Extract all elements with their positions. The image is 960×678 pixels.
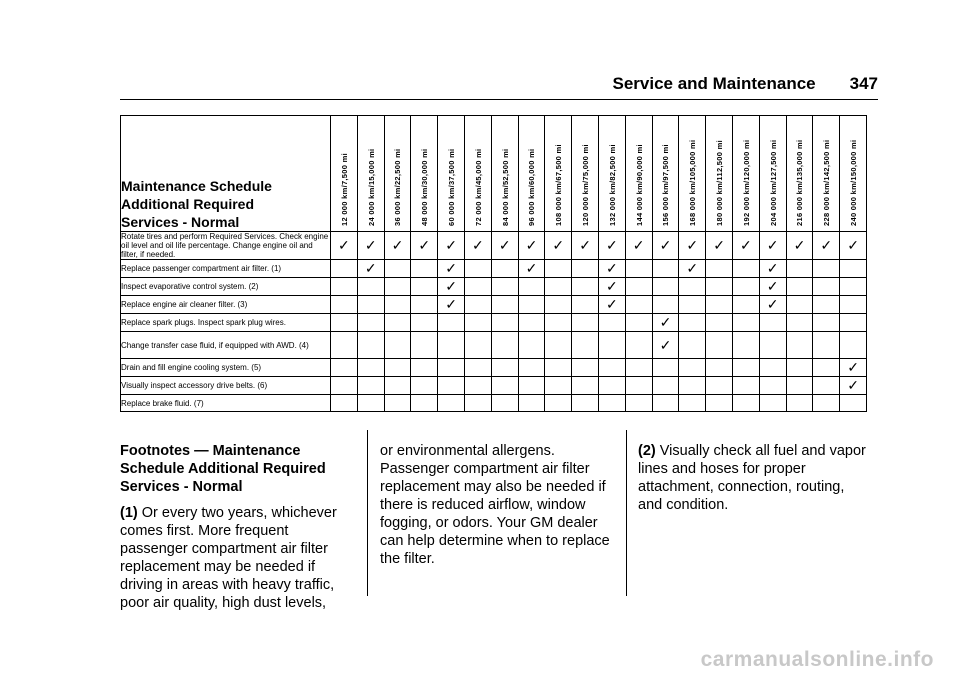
schedule-cell bbox=[384, 377, 411, 395]
check-icon: ✓ bbox=[391, 237, 404, 253]
schedule-cell bbox=[464, 296, 491, 314]
footnote-2 bbox=[638, 442, 868, 514]
table-row bbox=[121, 260, 867, 278]
schedule-cell bbox=[357, 296, 384, 314]
interval-label: 36 000 km/22,500 mi bbox=[393, 148, 403, 226]
schedule-cell bbox=[464, 395, 491, 412]
schedule-cell bbox=[572, 359, 599, 377]
schedule-cell bbox=[652, 395, 679, 412]
schedule-cell bbox=[813, 296, 840, 314]
interval-label: 204 000 km/127,500 mi bbox=[768, 139, 778, 226]
schedule-cell bbox=[652, 359, 679, 377]
interval-label: 60 000 km/37,500 mi bbox=[447, 148, 457, 226]
interval-label: 84 000 km/52,500 mi bbox=[500, 148, 510, 226]
schedule-cell bbox=[732, 260, 759, 278]
interval-header bbox=[518, 116, 545, 232]
service-task: Visually inspect accessory drive belts. (6) bbox=[121, 377, 331, 395]
schedule-cell bbox=[464, 314, 491, 332]
schedule-cell bbox=[706, 377, 733, 395]
table-title-line: Additional Required bbox=[121, 196, 254, 212]
check-icon: ✓ bbox=[445, 278, 457, 294]
schedule-cell bbox=[464, 377, 491, 395]
table-title-line: Services - Normal bbox=[121, 214, 240, 230]
schedule-cell bbox=[411, 377, 438, 395]
schedule-cell bbox=[491, 332, 518, 359]
table-row bbox=[121, 359, 867, 377]
interval-header bbox=[732, 116, 759, 232]
schedule-cell bbox=[679, 260, 706, 278]
schedule-cell bbox=[357, 314, 384, 332]
schedule-cell bbox=[572, 296, 599, 314]
schedule-cell bbox=[706, 260, 733, 278]
schedule-cell bbox=[840, 314, 867, 332]
check-icon: ✓ bbox=[847, 237, 859, 253]
schedule-cell bbox=[491, 296, 518, 314]
schedule-cell bbox=[813, 332, 840, 359]
footnotes-heading: Footnotes — Maintenance Schedule Additional Required Services - Normal bbox=[120, 443, 326, 495]
footnote-1 bbox=[120, 504, 350, 612]
column-divider bbox=[367, 430, 368, 596]
check-icon: ✓ bbox=[418, 237, 431, 253]
interval-label: 132 000 km/82,500 mi bbox=[607, 144, 617, 226]
interval-header bbox=[438, 116, 465, 232]
table-title bbox=[121, 116, 331, 232]
schedule-cell bbox=[331, 395, 358, 412]
schedule-cell bbox=[625, 359, 652, 377]
schedule-cell bbox=[813, 278, 840, 296]
check-icon: ✓ bbox=[364, 237, 377, 253]
schedule-cell bbox=[331, 278, 358, 296]
schedule-cell bbox=[813, 377, 840, 395]
schedule-cell bbox=[357, 260, 384, 278]
schedule-cell bbox=[706, 314, 733, 332]
schedule-cell bbox=[652, 232, 679, 260]
schedule-cell bbox=[786, 260, 813, 278]
schedule-cell bbox=[438, 314, 465, 332]
schedule-cell bbox=[732, 332, 759, 359]
interval-label: 228 000 km/142,500 mi bbox=[822, 139, 832, 226]
schedule-cell bbox=[732, 395, 759, 412]
table-row bbox=[121, 232, 867, 260]
schedule-cell bbox=[759, 332, 786, 359]
schedule-cell bbox=[572, 232, 599, 260]
schedule-cell bbox=[491, 260, 518, 278]
schedule-cell bbox=[411, 332, 438, 359]
schedule-cell bbox=[652, 296, 679, 314]
schedule-cell bbox=[384, 332, 411, 359]
schedule-cell bbox=[840, 359, 867, 377]
schedule-cell bbox=[491, 314, 518, 332]
schedule-cell bbox=[518, 332, 545, 359]
interval-label: 72 000 km/45,000 mi bbox=[473, 148, 483, 226]
schedule-cell bbox=[840, 296, 867, 314]
check-icon: ✓ bbox=[766, 278, 779, 294]
interval-header bbox=[706, 116, 733, 232]
table-row bbox=[121, 278, 867, 296]
table-row bbox=[121, 377, 867, 395]
schedule-cell bbox=[545, 260, 572, 278]
section-title: Service and Maintenance bbox=[612, 74, 816, 93]
schedule-cell bbox=[572, 260, 599, 278]
schedule-cell bbox=[625, 395, 652, 412]
interval-header bbox=[491, 116, 518, 232]
interval-header bbox=[598, 116, 625, 232]
schedule-cell bbox=[598, 260, 625, 278]
column-divider bbox=[626, 430, 627, 596]
schedule-cell bbox=[464, 332, 491, 359]
footnote-text: Visually check all fuel and vapor lines and hoses for proper attachment, connection, routing, and condition. bbox=[638, 443, 866, 513]
service-task: Replace engine air cleaner filter. (3) bbox=[121, 296, 331, 314]
interval-label: 216 000 km/135,000 mi bbox=[795, 139, 805, 226]
interval-header bbox=[840, 116, 867, 232]
interval-header bbox=[652, 116, 679, 232]
schedule-cell bbox=[572, 395, 599, 412]
service-task: Inspect evaporative control system. (2) bbox=[121, 278, 331, 296]
schedule-cell bbox=[652, 314, 679, 332]
schedule-cell bbox=[786, 377, 813, 395]
schedule-cell bbox=[732, 314, 759, 332]
schedule-cell bbox=[411, 395, 438, 412]
check-icon: ✓ bbox=[472, 237, 484, 253]
check-icon: ✓ bbox=[525, 237, 538, 253]
schedule-cell bbox=[840, 278, 867, 296]
schedule-cell bbox=[598, 332, 625, 359]
schedule-cell bbox=[438, 332, 465, 359]
schedule-cell bbox=[357, 359, 384, 377]
schedule-cell bbox=[464, 232, 491, 260]
schedule-cell bbox=[491, 232, 518, 260]
footnotes-column-2 bbox=[380, 442, 610, 568]
schedule-cell bbox=[545, 278, 572, 296]
schedule-cell bbox=[679, 278, 706, 296]
schedule-cell bbox=[545, 296, 572, 314]
schedule-cell bbox=[518, 296, 545, 314]
schedule-cell bbox=[813, 260, 840, 278]
schedule-cell bbox=[518, 377, 545, 395]
check-icon: ✓ bbox=[445, 237, 457, 253]
check-icon: ✓ bbox=[632, 237, 645, 253]
interval-header bbox=[545, 116, 572, 232]
schedule-cell bbox=[759, 314, 786, 332]
schedule-cell bbox=[706, 359, 733, 377]
schedule-cell bbox=[625, 232, 652, 260]
check-icon: ✓ bbox=[686, 237, 699, 253]
schedule-cell bbox=[572, 332, 599, 359]
footnote-text: Or every two years, whichever comes first. More frequent passenger compartment air filter replacement may be needed if driving in areas with heavy traffic, poor air quality, high dust levels, bbox=[120, 505, 337, 611]
schedule-cell bbox=[384, 278, 411, 296]
interval-label: 48 000 km/30,000 mi bbox=[420, 148, 430, 226]
check-icon: ✓ bbox=[659, 237, 672, 253]
check-icon: ✓ bbox=[659, 314, 672, 330]
schedule-cell bbox=[840, 395, 867, 412]
interval-label: 240 000 km/150,000 mi bbox=[849, 139, 859, 226]
schedule-cell bbox=[384, 359, 411, 377]
schedule-cell bbox=[411, 260, 438, 278]
schedule-cell bbox=[679, 377, 706, 395]
interval-header bbox=[759, 116, 786, 232]
schedule-cell bbox=[625, 314, 652, 332]
schedule-cell bbox=[464, 260, 491, 278]
schedule-cell bbox=[732, 359, 759, 377]
schedule-cell bbox=[759, 260, 786, 278]
schedule-cell bbox=[679, 314, 706, 332]
schedule-cell bbox=[759, 377, 786, 395]
schedule-cell bbox=[572, 314, 599, 332]
schedule-cell bbox=[625, 377, 652, 395]
footnote-marker: (2) bbox=[638, 443, 656, 459]
schedule-cell bbox=[598, 377, 625, 395]
check-icon: ✓ bbox=[606, 237, 618, 253]
interval-label: 180 000 km/112,500 mi bbox=[715, 140, 725, 226]
schedule-cell bbox=[357, 395, 384, 412]
schedule-cell bbox=[438, 377, 465, 395]
interval-header bbox=[572, 116, 599, 232]
schedule-cell bbox=[438, 232, 465, 260]
interval-label: 120 000 km/75,000 mi bbox=[581, 144, 591, 226]
schedule-cell bbox=[438, 260, 465, 278]
schedule-cell bbox=[491, 377, 518, 395]
interval-header bbox=[679, 116, 706, 232]
check-icon: ✓ bbox=[686, 260, 699, 276]
schedule-cell bbox=[813, 232, 840, 260]
interval-label: 192 000 km/120,000 mi bbox=[741, 139, 751, 226]
schedule-cell bbox=[786, 359, 813, 377]
interval-label: 96 000 km/60,000 mi bbox=[527, 148, 537, 226]
schedule-cell bbox=[518, 260, 545, 278]
schedule-cell bbox=[598, 395, 625, 412]
check-icon: ✓ bbox=[847, 377, 859, 393]
schedule-cell bbox=[598, 232, 625, 260]
schedule-cell bbox=[679, 332, 706, 359]
schedule-cell bbox=[518, 359, 545, 377]
schedule-cell bbox=[732, 377, 759, 395]
check-icon: ✓ bbox=[525, 260, 538, 276]
schedule-cell bbox=[786, 296, 813, 314]
schedule-cell bbox=[840, 232, 867, 260]
schedule-cell bbox=[759, 278, 786, 296]
check-icon: ✓ bbox=[552, 237, 565, 253]
schedule-cell bbox=[706, 278, 733, 296]
check-icon: ✓ bbox=[766, 296, 779, 312]
schedule-cell bbox=[331, 332, 358, 359]
schedule-cell bbox=[652, 278, 679, 296]
schedule-cell bbox=[625, 278, 652, 296]
schedule-cell bbox=[625, 260, 652, 278]
schedule-cell bbox=[598, 314, 625, 332]
page-number: 347 bbox=[849, 74, 878, 93]
schedule-cell bbox=[464, 278, 491, 296]
schedule-cell bbox=[438, 278, 465, 296]
schedule-cell bbox=[357, 377, 384, 395]
service-task: Drain and fill engine cooling system. (5) bbox=[121, 359, 331, 377]
schedule-cell bbox=[331, 377, 358, 395]
schedule-cell bbox=[572, 278, 599, 296]
interval-label: 24 000 km/15,000 mi bbox=[366, 148, 376, 226]
schedule-cell bbox=[652, 260, 679, 278]
schedule-cell bbox=[491, 278, 518, 296]
schedule-cell bbox=[706, 232, 733, 260]
schedule-cell bbox=[518, 278, 545, 296]
table-row bbox=[121, 296, 867, 314]
interval-header bbox=[786, 116, 813, 232]
schedule-cell bbox=[706, 296, 733, 314]
schedule-cell bbox=[384, 260, 411, 278]
schedule-cell bbox=[572, 377, 599, 395]
check-icon: ✓ bbox=[606, 260, 618, 276]
check-icon: ✓ bbox=[445, 260, 457, 276]
schedule-cell bbox=[706, 395, 733, 412]
schedule-cell bbox=[357, 278, 384, 296]
table-row bbox=[121, 395, 867, 412]
footnotes-column-3 bbox=[638, 442, 868, 514]
interval-header bbox=[411, 116, 438, 232]
service-task: Replace brake fluid. (7) bbox=[121, 395, 331, 412]
service-task: Change transfer case fluid, if equipped with AWD. (4) bbox=[121, 332, 331, 359]
service-task: Rotate tires and perform Required Services. Check engine oil level and oil life percentage. Change engine oil and filter, if needed. bbox=[121, 232, 331, 260]
schedule-cell bbox=[518, 314, 545, 332]
schedule-cell bbox=[786, 395, 813, 412]
schedule-cell bbox=[759, 395, 786, 412]
schedule-cell bbox=[813, 395, 840, 412]
maintenance-schedule-table bbox=[120, 115, 867, 412]
schedule-cell bbox=[652, 377, 679, 395]
check-icon: ✓ bbox=[606, 278, 618, 294]
check-icon: ✓ bbox=[739, 237, 752, 253]
check-icon: ✓ bbox=[445, 296, 457, 312]
schedule-cell bbox=[759, 296, 786, 314]
schedule-cell bbox=[652, 332, 679, 359]
schedule-cell bbox=[679, 395, 706, 412]
schedule-cell bbox=[357, 332, 384, 359]
interval-header bbox=[357, 116, 384, 232]
schedule-cell bbox=[813, 314, 840, 332]
schedule-cell bbox=[679, 359, 706, 377]
header-rule bbox=[120, 99, 878, 100]
check-icon: ✓ bbox=[659, 336, 672, 353]
check-icon: ✓ bbox=[338, 237, 350, 253]
page-header bbox=[612, 74, 878, 94]
check-icon: ✓ bbox=[713, 237, 725, 253]
schedule-cell bbox=[545, 377, 572, 395]
schedule-cell bbox=[411, 278, 438, 296]
check-icon: ✓ bbox=[766, 260, 779, 276]
table-title-line: Maintenance Schedule bbox=[121, 178, 272, 194]
schedule-cell bbox=[491, 359, 518, 377]
interval-label: 156 000 km/97,500 mi bbox=[661, 144, 671, 226]
schedule-cell bbox=[679, 232, 706, 260]
service-task: Replace passenger compartment air filter. (1) bbox=[121, 260, 331, 278]
schedule-cell bbox=[331, 359, 358, 377]
schedule-cell bbox=[706, 332, 733, 359]
check-icon: ✓ bbox=[820, 237, 833, 253]
interval-label: 144 000 km/90,000 mi bbox=[634, 144, 644, 226]
schedule-cell bbox=[545, 332, 572, 359]
schedule-cell bbox=[411, 359, 438, 377]
schedule-cell bbox=[545, 232, 572, 260]
schedule-cell bbox=[732, 278, 759, 296]
schedule-cell bbox=[786, 314, 813, 332]
check-icon: ✓ bbox=[606, 296, 618, 312]
schedule-cell bbox=[438, 296, 465, 314]
table-header-row bbox=[121, 116, 867, 232]
schedule-cell bbox=[357, 232, 384, 260]
check-icon: ✓ bbox=[579, 237, 591, 253]
schedule-cell bbox=[545, 359, 572, 377]
schedule-cell bbox=[411, 232, 438, 260]
schedule-cell bbox=[438, 359, 465, 377]
schedule-cell bbox=[679, 296, 706, 314]
schedule-cell bbox=[840, 377, 867, 395]
schedule-cell bbox=[331, 296, 358, 314]
schedule-cell bbox=[384, 296, 411, 314]
schedule-cell bbox=[384, 232, 411, 260]
schedule-cell bbox=[786, 332, 813, 359]
schedule-cell bbox=[598, 296, 625, 314]
table-row bbox=[121, 314, 867, 332]
interval-label: 168 000 km/105,000 mi bbox=[688, 139, 698, 226]
schedule-cell bbox=[625, 332, 652, 359]
interval-label: 108 000 km/67,500 mi bbox=[554, 144, 564, 226]
check-icon: ✓ bbox=[793, 237, 806, 253]
schedule-cell bbox=[786, 278, 813, 296]
schedule-cell bbox=[732, 296, 759, 314]
schedule-cell bbox=[732, 232, 759, 260]
schedule-cell bbox=[331, 260, 358, 278]
schedule-cell bbox=[786, 232, 813, 260]
schedule-cell bbox=[411, 314, 438, 332]
schedule-cell bbox=[438, 395, 465, 412]
schedule-cell bbox=[491, 395, 518, 412]
interval-header bbox=[331, 116, 358, 232]
schedule-cell bbox=[598, 359, 625, 377]
footnotes-column-1 bbox=[120, 442, 350, 612]
interval-header bbox=[625, 116, 652, 232]
watermark: carmanualsonline.info bbox=[700, 648, 934, 671]
service-task: Replace spark plugs. Inspect spark plug wires. bbox=[121, 314, 331, 332]
interval-header bbox=[384, 116, 411, 232]
schedule-cell bbox=[813, 359, 840, 377]
schedule-cell bbox=[759, 359, 786, 377]
schedule-cell bbox=[759, 232, 786, 260]
check-icon: ✓ bbox=[498, 237, 511, 253]
schedule-cell bbox=[331, 232, 358, 260]
schedule-cell bbox=[545, 314, 572, 332]
schedule-cell bbox=[464, 359, 491, 377]
check-icon: ✓ bbox=[847, 359, 859, 375]
schedule-cell bbox=[598, 278, 625, 296]
schedule-cell bbox=[840, 332, 867, 359]
schedule-cell bbox=[331, 314, 358, 332]
schedule-cell bbox=[411, 296, 438, 314]
table-row bbox=[121, 332, 867, 359]
schedule-cell bbox=[545, 395, 572, 412]
interval-header bbox=[813, 116, 840, 232]
interval-label: 12 000 km/7,500 mi bbox=[339, 153, 349, 226]
schedule-cell bbox=[625, 296, 652, 314]
schedule-cell bbox=[518, 232, 545, 260]
schedule-cell bbox=[384, 314, 411, 332]
footnote-marker: (1) bbox=[120, 505, 138, 521]
check-icon: ✓ bbox=[364, 260, 377, 276]
check-icon: ✓ bbox=[766, 237, 779, 253]
schedule-cell bbox=[518, 395, 545, 412]
interval-header bbox=[464, 116, 491, 232]
schedule-cell bbox=[384, 395, 411, 412]
footnote-1-continued: or environmental allergens. Passenger compartment air filter replacement may also be needed if there is reduced airflow, window fogging, or odors. Your GM dealer can help determine when to replace the filter. bbox=[380, 443, 610, 567]
schedule-cell bbox=[840, 260, 867, 278]
